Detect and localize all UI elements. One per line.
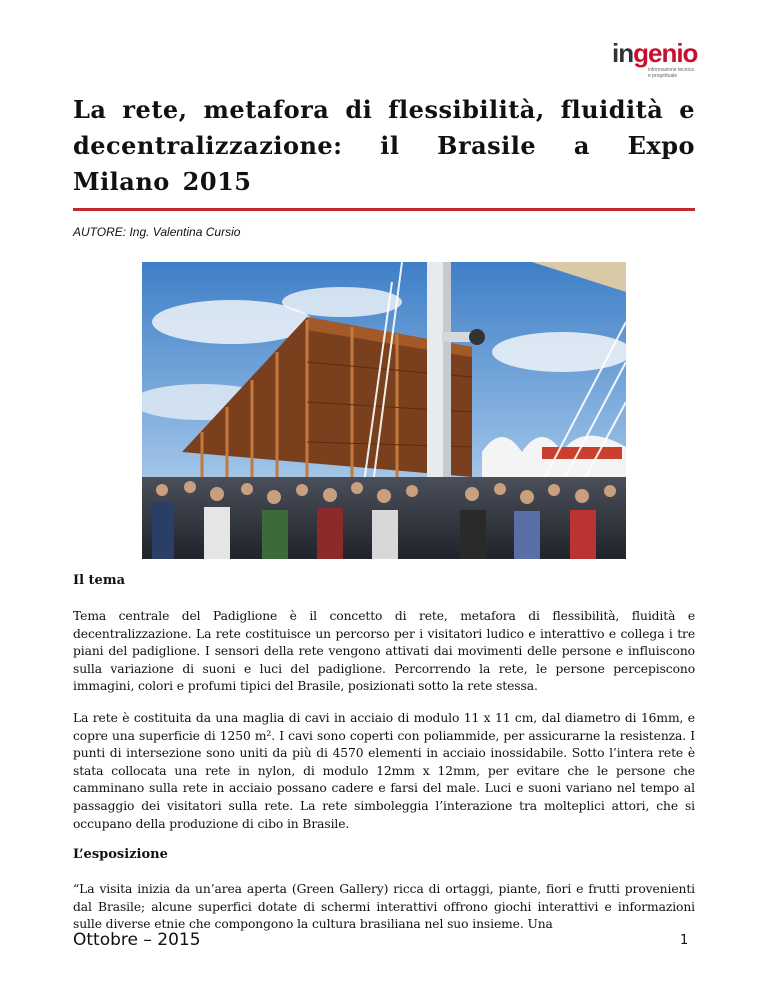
title-divider bbox=[73, 208, 695, 211]
logo-text-in: in bbox=[612, 38, 634, 68]
tema-paragraph-1: Tema centrale del Padiglione è il concetto di rete, metafora di flessibilità, fluidità e decentralizzazione. La rete costituisce un percorso per i visitatori ludico e interattivo e collega i tre piani del padiglione. I sensori della rete vengono attivati dai movimenti delle persone e influiscono sulla variazione di suoni e luci del padiglione. Percorrendo la rete, le persone percepiscono immagini, colori e profumi tipici del Brasile, posizionati sotto la rete stessa. bbox=[73, 609, 695, 694]
brazil-pavilion-photo bbox=[142, 262, 626, 559]
ingenio-logo bbox=[612, 40, 698, 80]
article-title: La rete, metafora di flessibilità, fluidità e decentralizzazione: il Brasile a Expo Milano 2015 bbox=[73, 95, 695, 196]
esposizione-paragraph-1: “La visita inizia da un’area aperta (Green Gallery) ricca di ortaggi, piante, fiori e frutti provenienti dal Brasile; alcune superfici dotate di schermi interattivi offrono giochi interattivi e informazioni sulle diverse etnie che compongono la cultura brasiliana nel suo insieme. Una bbox=[73, 882, 695, 932]
logo-text-genio: genio bbox=[633, 38, 698, 68]
page-number: 1 bbox=[680, 933, 689, 948]
section-heading-esposizione: L’esposizione bbox=[73, 847, 168, 862]
author-line: AUTORE: Ing. Valentina Cursio bbox=[73, 225, 241, 239]
logo-tagline: informazione tecnica e progettuale bbox=[648, 67, 694, 79]
section-heading-tema: Il tema bbox=[73, 573, 125, 588]
tema-paragraph-2: La rete è costituita da una maglia di cavi in acciaio di modulo 11 x 11 cm, dal diametro di 16mm, e copre una superficie di 1250 m². I cavi sono coperti con poliammide, per assicurarne la resistenza. I punti di intersezione sono uniti da più di 4570 elementi in acciaio inossidabile. Sotto l’intera rete è stata collocata una rete in nylon, di modulo 12mm x 12mm, per evitare che le persone che camminano sulla rete in acciaio possano cadere e farsi del male. Luci e suoni variano nel tempo al passaggio dei visitatori sulla rete. La rete simboleggia l’interazione tra molteplici attori, che si occupano della produzione di cibo in Brasile. bbox=[73, 711, 695, 831]
footer-date: Ottobre – 2015 bbox=[73, 930, 201, 950]
